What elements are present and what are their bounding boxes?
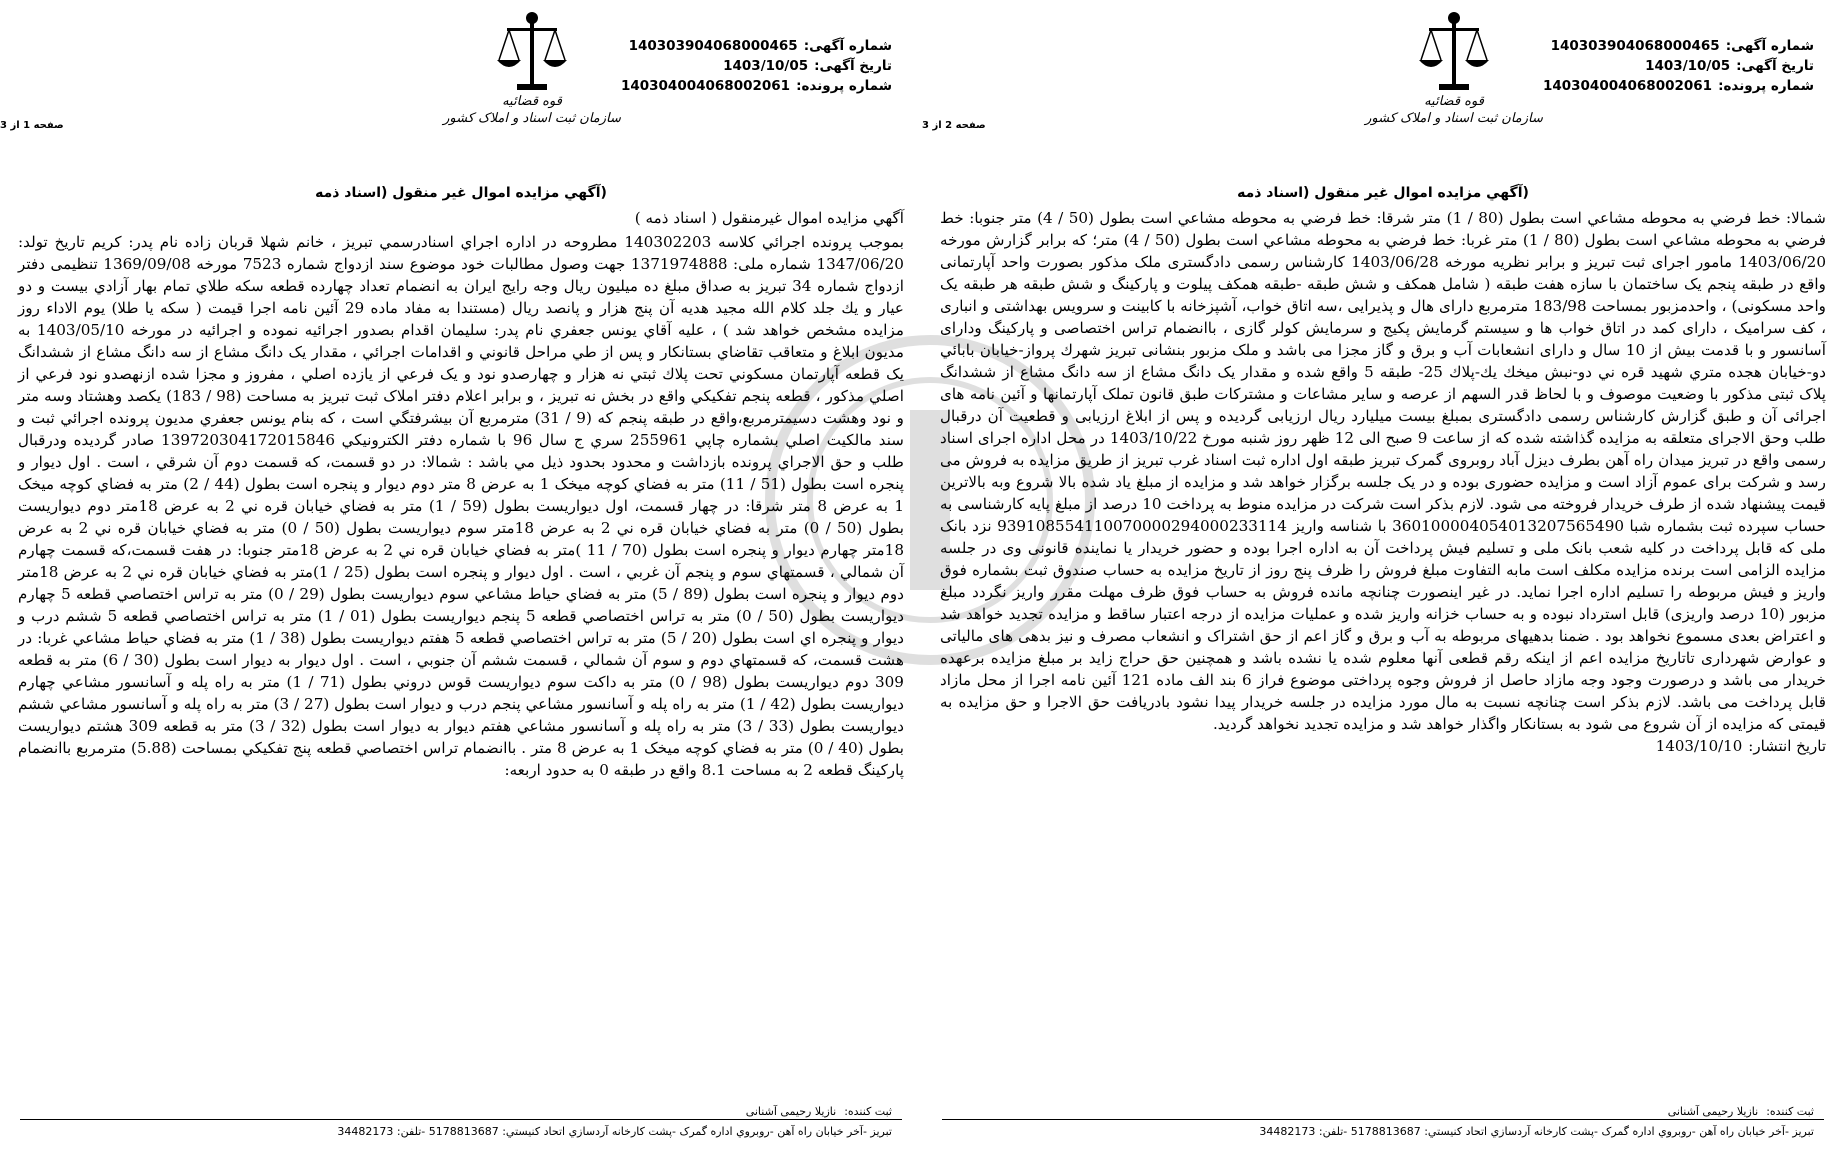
- file-number-label: شماره پرونده:: [796, 78, 892, 94]
- notice-body-text: بموجب پرونده اجرائي كلاسه 140302203 مطروحه در اداره اجراي اسنادرسمي تبريز ، خانم شهلا قربان زاده نام پدر: کریم تاریخ تولد: 1347/06/20 شماره ملی: 1371974888 جهت وصول مطالبات خود موضوع سند ازدواج شماره 7523 مورخه 1369/09/08 تنظیمی دفتر ازدواج شماره 34 تبریز به صداق مبلغ ده ميليون ريال وجه رايج ايران به انضمام تعداد چهارده قطعه سكه طلاي تمام بهار آزادي بيست و دو عيار و يك جلد كلام الله مجيد هديه آن پنج هزار و پانصد ريال (مستندا به مفاد ماده 29 آئين نامه اجرا قيمت ( سكه يا طلا) يوم الاداء روز مزايده مشخص خواهد شد ) ، عليه آقاي يونس جعفري نام پدر: سليمان اقدام بصدور اجرائيه نموده و اجرائيه در مورخه 1403/05/10 به مديون ابلاغ و متعاقب تقاضاي بستانكار و پس از طي مراحل قانوني و اقدامات اجرائي ، مقدار يک دانگ مشاع از سه دانگ مشاع از ششدانگ يک قطعه آپارتمان مسكوني تحت پلاك ثبتي نه هزار و چهارصدو نود و يک فرعي از يازده اصلي ، مفروز و مجزا شده ازنهصدو نود فرعي از اصلي مذكور ، قطعه پنجم تفكيكي واقع در بخش نه تبريز ، و برابر اعلام دفتر املاک ثبت تبريز به مساحت (98 / 183) يكصد وهشتاد وسه متر و نود وهشت دسيمترمربع،واقع در طبقه پنجم كه (9 / 31) مترمربع آن بيشرفتگي است ، كه بنام يونس جعفري مديون پرونده اجرائي ثبت و سند مالكيت اصلي بشماره چاپي 255961 سري ج سال 96 با شماره دفتر الكترونيكي 139720304172015846 صادر گرديده ودرقبال طلب و حق الاجراي پرونده بازداشت و محدود بحدود ذيل مي باشد : شمالا: در دو قسمت، كه قسمت دوم آن شرقي ، است . اول ديوار و پنجره است بطول (51 / 11) متر به فضاي كوچه ميخک 1 به عرض 8 متر دوم ديوار و پنجره است بطول (44 / 2) متر به فضاي كوچه ميخک 1 به عرض 8 متر شرقا: در چهار قسمت، اول ديواريست بطول (59 / 1) متر به فضاي خيابان قره ني 2 به عرض 18متر دوم ديواريست بطول (50 / 0) متر به فضاي خيابان قره ني 2 به عرض 18متر سوم ديواريست بطول (50 / 0) متر به فضاي خيابان قره ني 2 به عرض 18متر چهارم ديوار و پنجره است بطول (70 / 11 )متر به فضاي خيابان قره ني 2 به عرض 18متر جنوبا: در هفت قسمت،كه قسمت چهارم آن شمالي ، قسمتهاي سوم و پنجم آن غربي ، است . اول ديوار و پنجره است بطول (25 / 1)متر به فضاي خيابان قره ني 2 به عرض 18متر دوم ديوار و پنجره است بطول (89 / 5) متر به فضاي حياط مشاعي سوم ديواريست بطول (29 / 0) متر به تراس اختصاصي قطعه 5 چهارم ديواريست بطول (50 / 0) متر به تراس اختصاصي قطعه 5 پنجم ديواريست بطول (01 / 1) متر به تراس اختصاصي قطعه 5 ششم درب و ديوار و پنجره اي است بطول (20 / 5) متر به تراس اختصاصي قطعه 5 هفتم ديواريست بطول (38 / 1) متر به فضاي حياط مشاعي غربا: در هشت قسمت، كه قسمتهاي دوم و سوم آن شمالي ، قسمت ششم آن جنوبي ، است . اول ديوار به ديوار است بطول (30 / 6) متر به قطعه 309 دوم ديواريست بطول (98 / 0) متر به داكت سوم ديواريست قوس دروني بطول (71 / 1) متر به راه پله و آسانسور مشاعي چهارم ديواريست بطول (42 / 1) متر به راه پله و آسانسور مشاعي پنجم درب و ديوار است بطول (27 / 3) متر به راه پله و آسانسور مشاعي ششم ديواريست بطول (33 / 3) متر به راه پله و آسانسور مشاعي هفتم ديوار به ديوار است بطول (32 / 3) متر به قطعه 309 هشتم ديواريست بطول (40 / 0) متر به فضاي كوچه ميخک 1 به عرض 8 متر . باانضمام تراس اختصاصي قطعه پنج تفكيكي بمساحت (5.88) مترمربع باانضمام پاركينگ قطعه 2 به مساحت 8.1 واقع در طبقه 0 به حدود اربعه:: [18, 233, 905, 779]
- file-number-label: شماره پرونده:: [1718, 78, 1814, 94]
- ad-date: 1403/10/05: [723, 58, 809, 74]
- ad-date-label: تاریخ آگهی:: [814, 58, 892, 74]
- page-header: [0, 0, 922, 175]
- org-logotype: سازمان ثبت اسناد و املاک کشور: [443, 111, 621, 126]
- publish-date: [922, 737, 1844, 755]
- ad-number: 140303904068000465: [1550, 38, 1720, 54]
- page-footer: [922, 1057, 1844, 1152]
- page-number: صفحه 2 از 3: [922, 120, 986, 131]
- footer-divider: [942, 1119, 1824, 1120]
- ad-number-label: شماره آگهی:: [803, 38, 892, 54]
- ad-meta: [1543, 36, 1814, 96]
- notice-body-text: شمالا: خط فرضي به محوطه مشاعي است بطول (80 / 1) متر شرقا: خط فرضي به محوطه مشاعي است بطول (50 / 4) متر جنوبا: خط فرضي به محوطه مشاعي است بطول (80 / 1) متر غربا: خط فرضي به محوطه مشاعي است بطول (50 / 4) متر؛ كه برابر گزارش مورخه 1403/06/20 مامور اجرای ثبت تبریز و برابر نظریه مورخه 1403/06/28 کارشناس رسمی دادگستری ملک مذکور بصورت واحد آپارتمانی واقع در طبقه پنجم یک ساختمان با سازه هفت طبقه ( شامل همکف و شش طبقه -طبقه همکف پیلوت و پارکینگ و شش طبقه هر طبقه یک واحد مسکونی) ، واحدمزبور بمساحت 183/98 مترمربع دارای هال و پذیرایی ،سه اتاق خواب، آشپزخانه با کابینت و سرویس بهداشتی و انباری ، کف سرامیک ، دارای کمد در اتاق خواب ها و سیستم گرمایش پکیج و سرمایش کولر گازی ، باانضمام تراس اختصاصی و پارکینگ ودارای آسانسور و با قدمت بیش از 10 سال و دارای انشعابات آب و برق و گاز مجزا می باشد و ملک مزبور بنشانی تبریز شهرك پرواز-خيابان بابائي دو-خيابان هجده متري شهيد قره ني دو-نبش ميخك يك-پلاك 25- طبقه 5 واقع شده و مقدار یک دانگ مشاع از سه دانگ مشاع از ششدانگ پلاک ثبتی مذکور با وضعیت موصوف و با لحاظ قدر السهم از عرصه و سایر مشاعات و مشترکات طبق قانون تملک آپارتمانها و آئین نامه های اجرائی آن و طبق گزارش کارشناس رسمی دادگستری بمبلغ بیست میلیارد ریال ارزیابی گردیده و پس از ابلاغ ارزیابی و قطعیت آن درقبال طلب وحق الاجرای متعلقه به مزایده گذاشته شده که از ساعت 9 صبح الی 12 ظهر روز شنبه مورخ 1403/10/22 در محل اداره اجرای اسناد رسمی واقع در تبریز میدان راه آهن بطرف دیزل آباد روبروی گمرک تبریز طبقه اول اداره ثبت اسناد غرب تبریز از طریق مزایده به فروش می رسد و شرکت برای عموم آزاد است و مزایده حضوری بوده و در یک جلسه برگزار خواهد شد و مزایده از مبلغ یاد شده بالا شروع وبه بالاترین قیمت پیشنهاد شده از طرف خریدار فروخته می شود. لازم بذکر است شرکت در مزایده منوط به پرداخت 10 درصد از مبلغ پایه کارشناسی به حساب سپرده ثبت بشماره شبا 360100004054013207565490 با شناسه واریز 939108554110070000294000233114 نزد بانک ملی که قابل پرداخت در کلیه شعب بانک ملی و تسلیم فیش پرداخت آن به اداره اجرا بوده و حضور خریدار یا نماینده قانونی وی در جلسه مزایده الزامی است برنده مزایده مکلف است مابه التفاوت مبلغ فروش را ظرف پنج روز از تاریخ مزایده به حساب صندوق ثبت بشماره فوق واریز و فیش مربوطه را تسلیم اداره اجرا نماید. در غیر اینصورت چنانچه مانده فروش به حساب فوق ظرف مهلت مقرر واریز نگردد مبلغ مزبور (10 درصد واریزی) قابل استرداد نبوده و به حساب خزانه واریز شده و عملیات مزایده از درجه اعتبار ساقط و مزایده تجدید خواهد شد و اعتراض بعدی مسموع نخواهد بود . ضمنا بدهیهای مربوطه به آب و برق و گاز اعم از حق اشتراک و انشعاب مصرف و نیز بدهی های مالیاتی و عوارض شهرداری تاتاریخ مزایده اعم از اینکه رقم قطعی آنها معلوم شده یا نشده باشد و همچنین حق حراج زاید بر مبلغ مزایده برعهده خریدار می باشد و درصورت وجود وجه مازاد حاصل از فروش وجوه پرداختی موضوع فراز 6 بند الف ماده 121 آئین نامه اجرا از محل مازاد قابل پرداخت می باشد. لازم بذکر است چنانچه نسبت به مال مورد مزایده در جلسه خریدار پیدا نشود بادریافت حق الاجرا و حق مزایده به قیمتی که مزایده از آن شروع می شود به بستانکار واگذار خواهد شد و مزایده تجدید نخواهد گردید.: [940, 209, 1826, 733]
- notice-body: [922, 207, 1844, 735]
- page-header: [922, 0, 1844, 175]
- ad-number-label: شماره آگهی:: [1725, 38, 1814, 54]
- registrar: ثبت كننده:نازیلا رحیمی آشنانی: [745, 1105, 892, 1118]
- ad-date-label: تاریخ آگهی:: [1736, 58, 1814, 74]
- notice-subtitle: آگهي مزايده اموال غيرمنقول ( اسناد ذمه ): [634, 209, 904, 227]
- judiciary-logotype: قوه قضائيه: [502, 94, 562, 109]
- file-number: 140304004068002061: [1542, 78, 1713, 94]
- notice-title: (آگهي مزايده اموال غير منقول (اسناد ذمه: [315, 185, 607, 201]
- notice-body: [0, 207, 922, 781]
- registrar: ثبت كننده:نازیلا رحیمی آشنانی: [1667, 1105, 1814, 1118]
- page-2: [922, 0, 1844, 1152]
- page-footer: [0, 1057, 922, 1152]
- scales-of-justice-icon: [1409, 8, 1499, 98]
- scales-of-justice-icon: [487, 8, 577, 98]
- notice-title: (آگهي مزايده اموال غير منقول (اسناد ذمه: [1237, 185, 1529, 201]
- footer-address: تبريز -آخر خيابان راه آهن -روبروي اداره گمرک -پشت كارخانه آردسازي اتحاد كنيستي: 5178813687 -تلفن: 34482173: [1259, 1125, 1814, 1138]
- publish-date-value: 1403/10/10: [1655, 737, 1743, 755]
- ad-number: 140303904068000465: [628, 38, 798, 54]
- judiciary-emblem: [1354, 8, 1554, 148]
- footer-divider: [20, 1119, 902, 1120]
- org-logotype: سازمان ثبت اسناد و املاک کشور: [1365, 111, 1543, 126]
- footer-address: تبريز -آخر خيابان راه آهن -روبروي اداره گمرک -پشت كارخانه آردسازي اتحاد كنيستي: 5178813687 -تلفن: 34482173: [337, 1125, 892, 1138]
- ad-date: 1403/10/05: [1645, 58, 1731, 74]
- publish-date-label: تاریخ انتشار:: [1748, 737, 1826, 755]
- judiciary-emblem: [432, 8, 632, 148]
- judiciary-logotype: قوه قضائيه: [1424, 94, 1484, 109]
- ad-meta: [621, 36, 892, 96]
- page-number: صفحه 1 از 3: [0, 120, 64, 131]
- file-number: 140304004068002061: [620, 78, 791, 94]
